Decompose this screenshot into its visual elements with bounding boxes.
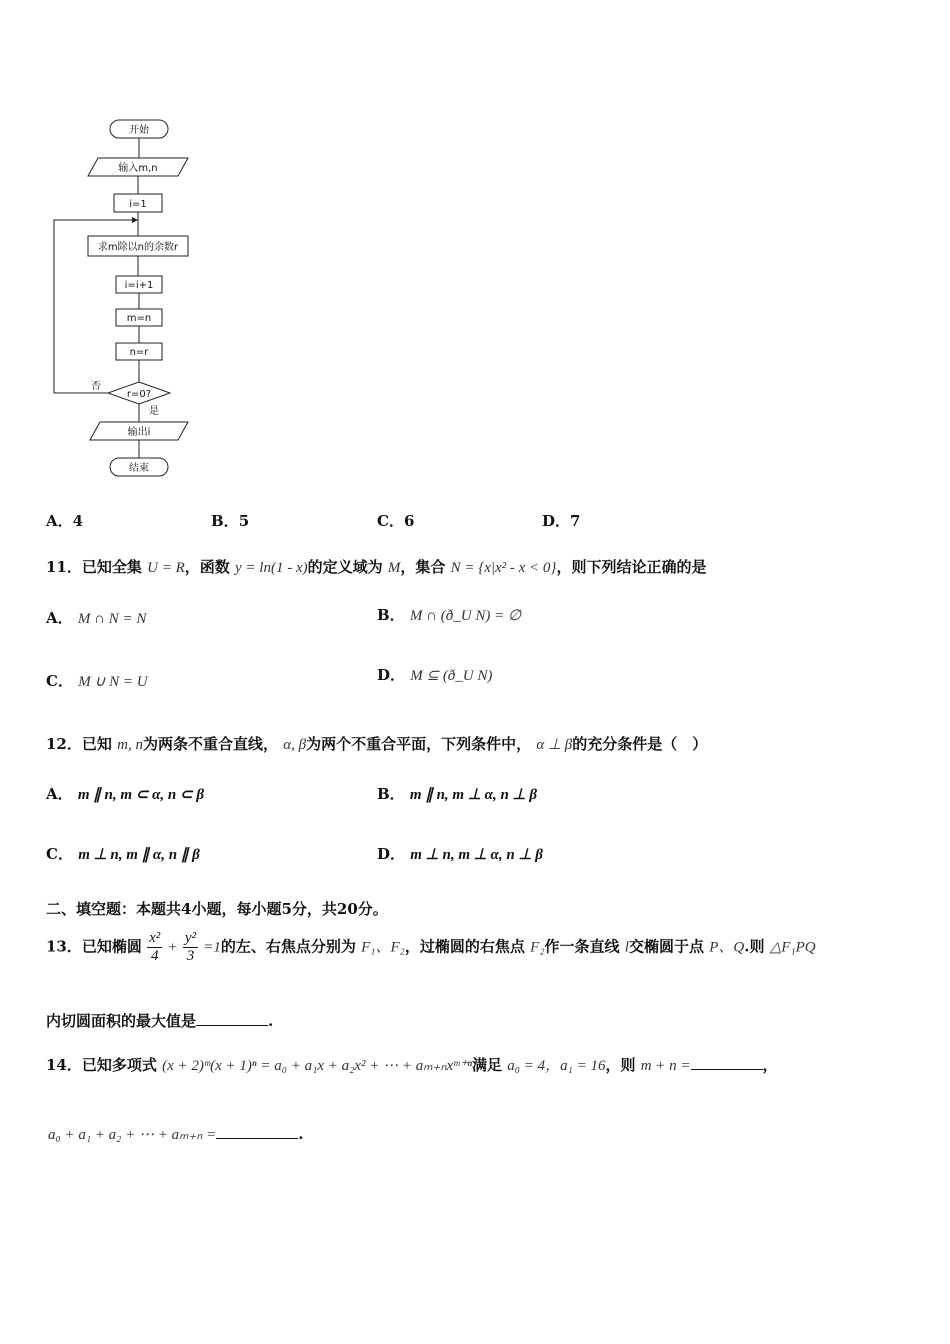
flowchart bbox=[40, 108, 210, 488]
q11-option-d: D． M ⊆ (ð_U N) bbox=[377, 666, 493, 684]
q11-stem: 11．已知全集 U = R，函数 y = ln(1 - x)的定义域为 M，集合 N = {x|x² - x < 0}，则下列结论正确的是 bbox=[46, 558, 707, 576]
q10-option-b: B．5 bbox=[211, 512, 250, 530]
q11-option-a: A． M ∩ N = N bbox=[46, 609, 147, 627]
q12-stem: 12．已知 m, n为两条不重合直线， α, β为两个不重合平面，下列条件中， α ⊥ β的充分条件是（ ） bbox=[46, 735, 708, 753]
q12-option-b: B． m ∥ n, m ⊥ α, n ⊥ β bbox=[377, 785, 538, 803]
flow-input-text: 输入m,n bbox=[118, 163, 158, 174]
flow-start-text: 开始 bbox=[129, 125, 149, 136]
q14-stem: 14．已知多项式 (x + 2)ᵐ(x + 1)ⁿ = a₀ + a₁x + a₂x² + ⋯ + aₘ₊ₙxᵐ⁺ⁿ满足 a₀ = 4，a₁ = 16，则 m + n = ， bbox=[46, 1056, 778, 1074]
q13-answer-blank[interactable] bbox=[196, 1011, 268, 1026]
q11-option-c: C． M ∪ N = U bbox=[46, 672, 148, 690]
q14-answer-blank-1[interactable] bbox=[691, 1055, 763, 1070]
q14-answer-blank-2[interactable] bbox=[216, 1124, 298, 1139]
flow-increment-text: i=i+1 bbox=[124, 280, 154, 291]
q13-stem: 13．已知椭圆 $\frac{\text{x²}}{4}$ + $\frac{\text{y²}}{3}$ =1的左、右焦点分别为 F₁、F₂，过椭圆的右焦点 F₂作一条直线 l交椭圆于点 P、Q.则 △F₁PQ bbox=[46, 930, 816, 964]
flow-assign-n-text: n=r bbox=[129, 347, 149, 358]
flow-end-text: 结束 bbox=[129, 463, 149, 474]
flow-condition-text: r=0? bbox=[126, 389, 152, 400]
ellipse-y-term: $\frac{\text{y²}}{3}$ bbox=[184, 930, 197, 964]
flow-init-text: i=1 bbox=[129, 199, 147, 210]
section-2-title: 二、填空题：本题共4小题，每小题5分，共20分。 bbox=[46, 900, 388, 918]
q11-option-b: B． M ∩ (ð_U N) = ∅ bbox=[377, 606, 522, 624]
ellipse-x-term: $\frac{\text{x²}}{4}$ bbox=[149, 930, 161, 964]
q14-line2: a₀ + a₁ + a₂ + ⋯ + aₘ₊ₙ = . bbox=[48, 1125, 304, 1143]
q12-option-d: D． m ⊥ n, m ⊥ α, n ⊥ β bbox=[377, 845, 543, 863]
q12-option-a: A． m ∥ n, m ⊂ α, n ⊂ β bbox=[46, 785, 205, 803]
flow-remainder-text: 求m除以n的余数r bbox=[97, 242, 179, 253]
q12-option-c: C． m ⊥ n, m ∥ α, n ∥ β bbox=[46, 845, 200, 863]
flow-no-label: 否 bbox=[91, 381, 101, 392]
q13-line2: 内切圆面积的最大值是 . bbox=[46, 1012, 274, 1030]
flow-assign-m-text: m=n bbox=[126, 313, 152, 324]
q10-option-a: A．4 bbox=[46, 512, 84, 530]
flow-yes-label: 是 bbox=[149, 406, 159, 417]
q10-option-c: C．6 bbox=[377, 512, 415, 530]
flow-output-text: 输出i bbox=[127, 427, 151, 438]
q10-option-d: D．7 bbox=[542, 512, 581, 530]
